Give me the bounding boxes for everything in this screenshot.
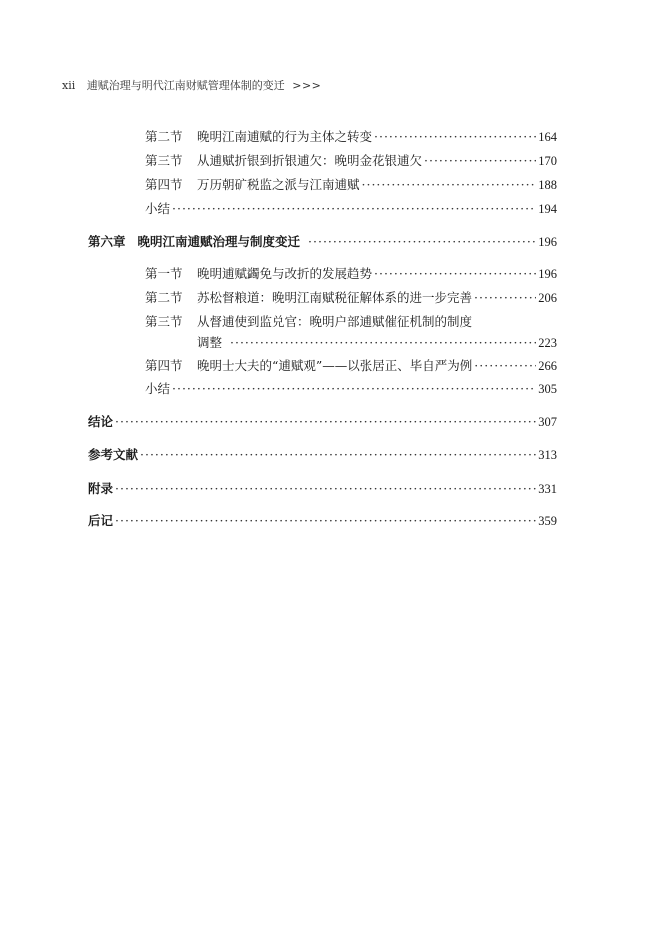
page-ref: 266 bbox=[538, 359, 557, 373]
running-header bbox=[62, 77, 321, 93]
leader-dots bbox=[308, 233, 536, 251]
page-number: xii bbox=[62, 79, 76, 92]
leader-dots bbox=[474, 357, 536, 375]
leader-dots bbox=[362, 176, 537, 194]
entry-title-continued: 调整 bbox=[197, 335, 223, 350]
toc-backmatter[interactable] bbox=[88, 446, 557, 464]
entry-title: 晚明江南逋赋的行为主体之转变 bbox=[197, 129, 373, 144]
entry-title: 结论 bbox=[88, 414, 114, 429]
page-ref: 170 bbox=[538, 154, 557, 168]
toc-entry[interactable] bbox=[145, 128, 557, 146]
entry-title: 苏松督粮道：晚明江南赋税征解体系的进一步完善 bbox=[197, 290, 473, 305]
leader-dots bbox=[172, 200, 536, 218]
entry-title: 万历朝矿税监之派与江南逋赋 bbox=[197, 177, 360, 192]
entry-title: 后记 bbox=[88, 513, 114, 528]
leader-dots bbox=[424, 152, 536, 170]
leader-dots bbox=[115, 480, 536, 498]
toc-chapter[interactable] bbox=[88, 233, 557, 251]
chapter-title: 晚明江南逋赋治理与制度变迁 bbox=[137, 234, 301, 249]
section-number: 第三节 bbox=[145, 314, 183, 329]
section-number: 第四节 bbox=[145, 358, 183, 373]
chapter-number: 第六章 bbox=[88, 234, 126, 249]
leader-dots bbox=[115, 413, 536, 431]
page-ref: 194 bbox=[538, 202, 557, 216]
entry-title: 晚明士大夫的“逋赋观”——以张居正、毕自严为例 bbox=[197, 358, 473, 373]
toc-backmatter[interactable] bbox=[88, 480, 557, 498]
page-ref: 223 bbox=[538, 336, 557, 350]
leader-dots bbox=[115, 512, 536, 530]
entry-title: 从督逋使到监兑官：晚明户部逋赋催征机制的制度 bbox=[197, 314, 473, 329]
section-number: 第三节 bbox=[145, 153, 183, 168]
page-ref: 188 bbox=[538, 178, 557, 192]
section-number: 第二节 bbox=[145, 129, 183, 144]
page-ref: 305 bbox=[538, 382, 557, 396]
entry-title: 附录 bbox=[88, 481, 114, 496]
leader-dots bbox=[374, 265, 536, 283]
leader-dots bbox=[172, 380, 536, 398]
page-ref: 206 bbox=[538, 291, 557, 305]
leader-dots bbox=[374, 128, 536, 146]
toc-backmatter[interactable] bbox=[88, 512, 557, 530]
page-ref: 196 bbox=[538, 267, 557, 281]
page-ref: 164 bbox=[538, 130, 557, 144]
section-number: 小结 bbox=[145, 201, 171, 216]
page-ref: 307 bbox=[538, 415, 557, 429]
section-number: 第一节 bbox=[145, 266, 183, 281]
section-number: 第二节 bbox=[145, 290, 183, 305]
entry-title: 从逋赋折银到折银逋欠：晚明金花银逋欠 bbox=[197, 153, 423, 168]
toc-entry[interactable] bbox=[145, 357, 557, 375]
leader-dots bbox=[474, 289, 536, 307]
header-arrows: >>> bbox=[292, 79, 322, 92]
toc-entry[interactable] bbox=[145, 289, 557, 307]
entry-title: 参考文献 bbox=[88, 447, 139, 462]
page-ref: 313 bbox=[538, 448, 557, 462]
page-ref: 196 bbox=[538, 235, 557, 249]
page-ref: 331 bbox=[538, 482, 557, 496]
toc-entry-wrapped[interactable] bbox=[145, 313, 472, 331]
toc-entry[interactable] bbox=[145, 176, 557, 194]
entry-title: 晚明逋赋蠲免与改折的发展趋势 bbox=[197, 266, 373, 281]
toc-entry[interactable] bbox=[145, 200, 557, 218]
leader-dots bbox=[230, 334, 536, 352]
toc-entry[interactable] bbox=[145, 380, 557, 398]
leader-dots bbox=[140, 446, 536, 464]
toc-entry[interactable] bbox=[145, 265, 557, 283]
toc-entry-continuation[interactable] bbox=[197, 334, 557, 352]
toc-entry[interactable] bbox=[145, 152, 557, 170]
book-title: 逋赋治理与明代江南财赋管理体制的变迁 bbox=[86, 79, 285, 92]
toc-backmatter[interactable] bbox=[88, 413, 557, 431]
page-ref: 359 bbox=[538, 514, 557, 528]
section-number: 小结 bbox=[145, 381, 171, 396]
section-number: 第四节 bbox=[145, 177, 183, 192]
